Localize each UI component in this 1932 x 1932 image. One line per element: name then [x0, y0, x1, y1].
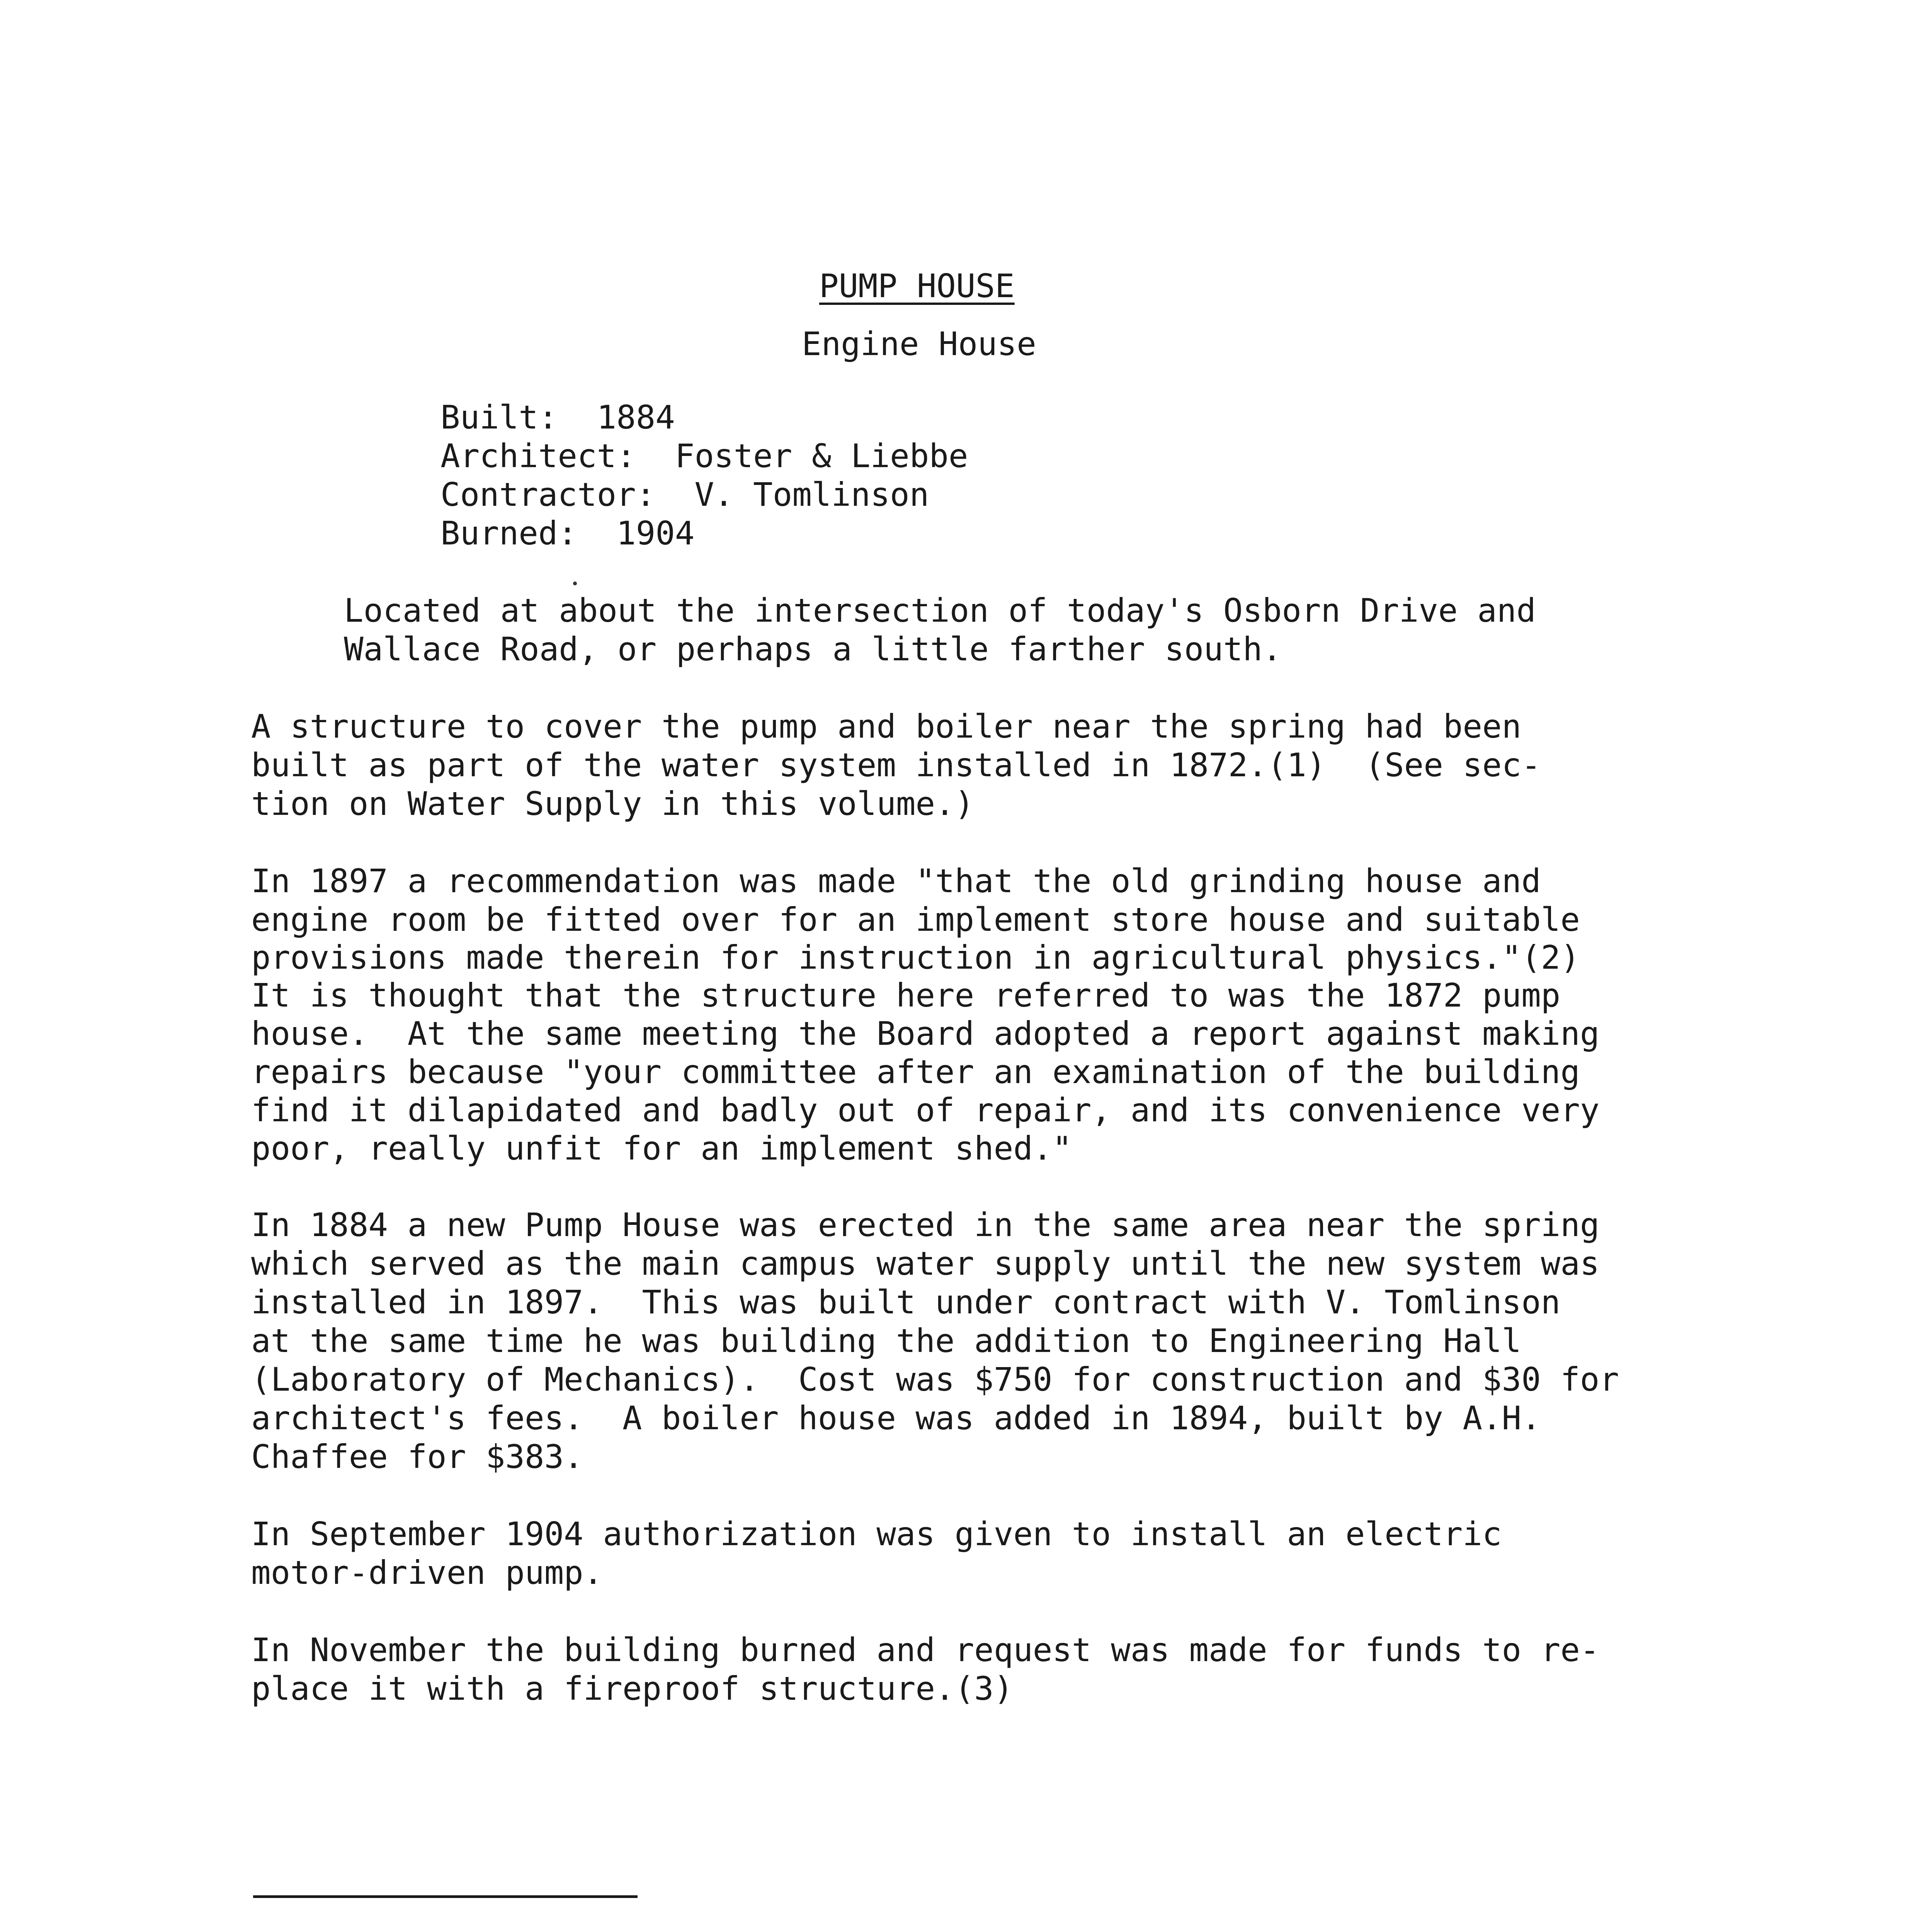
paragraph-line: which served as the main campus water supply until the new system was: [251, 1245, 1600, 1282]
paragraph-line: In September 1904 authorization was given to install an electric: [251, 1515, 1502, 1553]
fact-architect: [440, 437, 968, 475]
location-line: Wallace Road, or perhaps a little farther south.: [344, 630, 1282, 668]
stray-mark: [573, 582, 577, 585]
paragraph-line: (Laboratory of Mechanics). Cost was $750 for construction and $30 for: [251, 1361, 1619, 1398]
paragraph-line: Chaffee for $383.: [251, 1438, 583, 1476]
fact-label: Burned:: [440, 514, 578, 552]
fact-label: Built:: [440, 398, 558, 436]
fact-value: 1884: [597, 398, 675, 436]
paragraph-line: place it with a fireproof structure.(3): [251, 1670, 1014, 1708]
paragraph-line: installed in 1897. This was built under contract with V. Tomlinson: [251, 1283, 1561, 1321]
paragraph-line: In 1897 a recommendation was made "that the old grinding house and: [251, 862, 1541, 900]
fact-contractor: [440, 475, 929, 514]
fact-value: V. Tomlinson: [694, 476, 929, 514]
paragraph-line: It is thought that the structure here referred to was the 1872 pump: [251, 976, 1561, 1014]
paragraph-line: architect's fees. A boiler house was added in 1894, built by A.H.: [251, 1399, 1541, 1437]
paragraph-line: motor-driven pump.: [251, 1554, 603, 1592]
fact-value: Foster & Liebbe: [675, 437, 968, 475]
paragraph-line: at the same time he was building the addition to Engineering Hall: [251, 1322, 1522, 1360]
page-subtitle: Engine House: [802, 325, 1036, 363]
paragraph-line: In 1884 a new Pump House was erected in the same area near the spring: [251, 1206, 1600, 1244]
paragraph-line: house. At the same meeting the Board adopted a report against making: [251, 1015, 1600, 1053]
paragraph-line: poor, really unfit for an implement shed.": [251, 1129, 1072, 1167]
paragraph-line: built as part of the water system installed in 1872.(1) (See sec-: [251, 746, 1541, 784]
fact-label: Contractor:: [440, 476, 656, 514]
fact-burned: [440, 514, 694, 553]
paragraph-line: repairs because "your committee after an examination of the building: [251, 1053, 1580, 1091]
paragraph-line: tion on Water Supply in this volume.): [251, 785, 975, 823]
paragraph-line: engine room be fitted over for an implement store house and suitable: [251, 901, 1580, 939]
paragraph-line: In November the building burned and request was made for funds to re-: [251, 1631, 1600, 1669]
fact-value: 1904: [616, 514, 695, 552]
paragraph-line: find it dilapidated and badly out of repair, and its convenience very: [251, 1091, 1600, 1129]
page-title: PUMP HOUSE: [819, 267, 1015, 305]
footnote-divider: [253, 1895, 638, 1898]
location-line: Located at about the intersection of today's Osborn Drive and: [344, 592, 1536, 629]
paragraph-line: A structure to cover the pump and boiler near the spring had been: [251, 707, 1522, 745]
fact-label: Architect:: [440, 437, 636, 475]
fact-built: [440, 398, 675, 437]
paragraph-line: provisions made therein for instruction in agricultural physics."(2): [251, 939, 1580, 976]
